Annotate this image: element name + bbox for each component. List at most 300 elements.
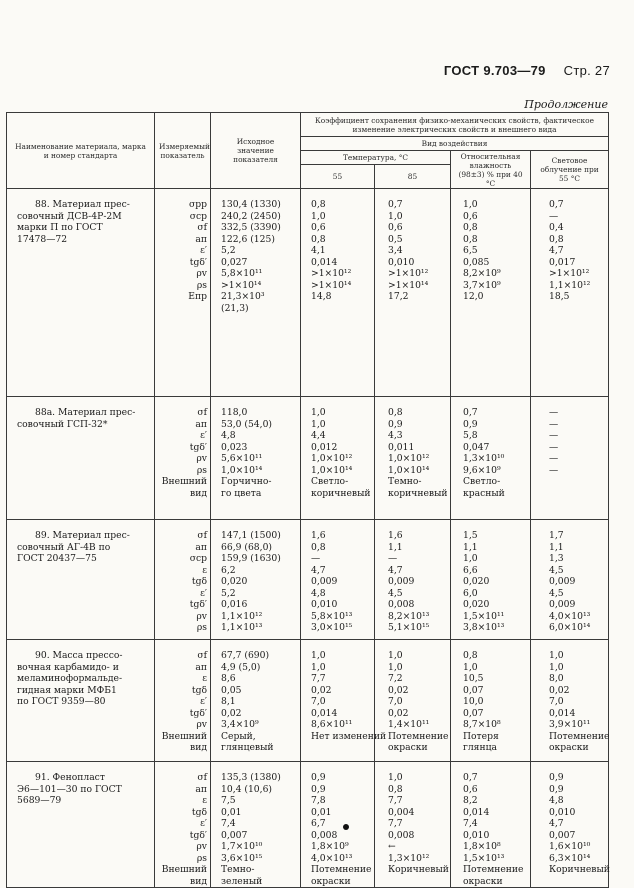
material-name-line: ГОСТ 20437—75 (17, 553, 97, 564)
material-name-line: совочный ДСВ-4Р-2М (17, 210, 122, 222)
value-line: 0,8 (463, 222, 478, 233)
value-line: 1,1×10¹³ (221, 622, 263, 633)
value-line: ρv (196, 610, 207, 622)
value-line: ε′ (200, 245, 207, 256)
table-row (7, 189, 609, 397)
value-line: 7,0 (311, 696, 326, 707)
value-line: 0,9 (311, 772, 326, 783)
value-line: 1,0×10¹⁴ (221, 464, 263, 476)
value-line: Внешний (161, 730, 207, 742)
value-line: 1,3 (549, 553, 564, 564)
page-header (444, 63, 610, 78)
value-line: 1,1×10¹² (221, 610, 263, 622)
value-line: tgδ′ (189, 599, 207, 610)
value-line: 7,4 (463, 818, 478, 829)
value-line: 0,017 (549, 256, 576, 268)
value-line: 1,0×10¹² (311, 453, 353, 464)
light-cell (531, 397, 609, 520)
value-line: ε′ (200, 587, 207, 599)
value-line: 4,7 (311, 564, 326, 576)
value-line: 0,8 (463, 650, 478, 661)
measured-cell (155, 762, 211, 888)
value-line: 6,0×10¹⁴ (549, 622, 591, 633)
value-line: σрр (188, 199, 207, 210)
value-line: 0,085 (463, 256, 490, 268)
continuation-label: Продолжение (524, 98, 608, 111)
value-line: — (549, 407, 559, 418)
value-line: 6,7 (311, 818, 326, 829)
value-line: 8,0 (549, 673, 564, 684)
value-line: 1,4×10¹¹ (388, 719, 430, 730)
value-line: Потеря (463, 730, 499, 742)
value-line: 0,8 (463, 233, 478, 245)
t55-cell (301, 189, 375, 397)
value-line: Потемнение (311, 864, 372, 875)
material-name-line: 17478—72 (17, 233, 68, 245)
value-line: σf (197, 772, 207, 783)
value-line: σср (189, 210, 207, 222)
value-line: 122,6 (125) (221, 233, 275, 245)
value-line: ε′ (200, 696, 207, 707)
material-name-line: совочный АГ-4В по (17, 541, 111, 553)
value-line: 5,8 (463, 430, 478, 441)
value-line: 0,020 (463, 599, 490, 610)
value-line: 66,9 (68,0) (221, 541, 273, 553)
value-line: 1,7×10¹⁰ (221, 841, 263, 852)
col-light-header: Световое облучение при 55 °С (531, 151, 609, 189)
value-line: 4,0×10¹³ (549, 610, 591, 622)
value-line: 21,3×10³ (221, 291, 265, 302)
value-line: 7,0 (549, 696, 564, 707)
material-name-line: 88а. Материал прес- (35, 407, 136, 418)
col-material-header: Наименование материала, марка и номер стандарта (7, 113, 155, 189)
value-line: 6,6 (463, 564, 478, 576)
value-line: 7,4 (221, 818, 236, 829)
value-line (155, 303, 207, 315)
value-line: Коричневый (549, 864, 610, 875)
value-line: — (311, 553, 321, 564)
value-line: 1,3×10¹² (388, 852, 430, 864)
value-line: 0,009 (388, 576, 415, 587)
value-line: 118,0 (221, 407, 248, 418)
value-line: 0,6 (463, 783, 478, 795)
value-line: ε′ (200, 818, 207, 829)
value-line: 1,0 (311, 407, 326, 418)
material-cell (7, 520, 155, 640)
value-line: 0,05 (221, 684, 242, 696)
value-line: 7,2 (388, 673, 403, 684)
measured-cell (155, 397, 211, 520)
value-line: 0,7 (463, 407, 478, 418)
value-line: 1,0×10¹⁴ (311, 464, 353, 476)
value-line: 1,0×10¹⁴ (388, 464, 430, 476)
value-line: 0,014 (549, 707, 576, 719)
value-line: 1,1 (549, 541, 564, 553)
value-line: Внешний (161, 864, 207, 875)
col-coefficient-header: Коэффициент сохранения физико-механических свойств, фактическое изменение электрических свойств и внешнего вида (301, 113, 609, 137)
value-line: ρs (196, 622, 207, 633)
value-line: 0,8 (388, 783, 403, 795)
value-line: 0,6 (311, 222, 326, 233)
value-line: 1,0 (463, 199, 478, 210)
value-line: красный (463, 487, 505, 499)
value-line: 4,7 (549, 818, 564, 829)
value-line: 8,1 (221, 696, 236, 707)
value-line: 0,6 (388, 222, 403, 233)
value-line (311, 742, 374, 754)
col-t55-header: 55 (301, 165, 375, 189)
value-line: 8,7×10⁸ (463, 719, 501, 730)
value-line: 0,020 (463, 576, 490, 587)
value-line: 8,2×10¹³ (388, 610, 430, 622)
value-line: окраски (388, 742, 428, 753)
value-line: 1,8×10⁹ (311, 841, 349, 852)
value-line: ε′ (200, 430, 207, 441)
table-row (7, 640, 609, 762)
value-line: ρs (196, 279, 207, 291)
value-line: 0,008 (388, 829, 415, 841)
material-name-line: Э6—101—30 по ГОСТ (17, 783, 122, 795)
value-line: коричневый (388, 487, 448, 499)
value-line: 4,8 (311, 587, 326, 599)
value-line (388, 303, 450, 315)
value-line: 0,6 (463, 210, 478, 222)
value-line: 8,6×10¹¹ (311, 719, 353, 730)
value-line (311, 303, 374, 315)
value-line: 4,7 (549, 245, 564, 256)
value-line: 3,0×10¹⁵ (311, 622, 353, 633)
value-line: 0,008 (388, 599, 415, 610)
value-line: ρv (196, 268, 207, 279)
value-line: 0,02 (549, 684, 570, 696)
value-line: 0,010 (388, 256, 415, 268)
value-line: 1,1 (388, 541, 403, 553)
value-line (388, 876, 450, 888)
value-line: 0,07 (463, 684, 484, 696)
col-exposure-header: Вид воздействия (301, 137, 609, 151)
value-line: — (549, 430, 559, 441)
value-line: >1×10¹² (311, 268, 352, 279)
value-line: 7,5 (221, 795, 236, 806)
value-line: 0,010 (549, 806, 576, 818)
value-line: Внешний (161, 476, 207, 487)
t85-cell (375, 762, 451, 888)
value-line: глянца (463, 742, 497, 753)
value-line: 5,1×10¹⁵ (388, 622, 430, 633)
humidity-cell (451, 397, 531, 520)
value-line: 4,9 (5,0) (221, 661, 261, 673)
value-line: 9,6×10⁹ (463, 464, 501, 476)
value-line: 4,3 (388, 430, 403, 441)
value-line: 0,5 (388, 233, 403, 245)
value-line: 147,1 (1500) (221, 530, 281, 541)
material-name-line: марки П по ГОСТ (17, 222, 103, 233)
initial-cell (211, 640, 301, 762)
value-line: 1,0 (388, 772, 403, 783)
col-temperature-header: Температура, °С (301, 151, 451, 165)
humidity-cell (451, 640, 531, 762)
value-line: 0,9 (311, 783, 326, 795)
col-t85-header: 85 (375, 165, 451, 189)
value-line: 10,0 (463, 696, 484, 707)
value-line: tgδ′ (189, 441, 207, 453)
value-line: 5,8×10¹³ (311, 610, 353, 622)
value-line: σf (197, 222, 207, 233)
initial-cell (211, 189, 301, 397)
value-line: 1,0 (549, 650, 564, 661)
value-line: tgδ (191, 806, 207, 818)
value-line: 135,3 (1380) (221, 772, 281, 783)
value-line (463, 303, 530, 315)
value-line: 3,4×10⁹ (221, 719, 259, 730)
value-line: окраски (463, 875, 503, 887)
value-line: 5,6×10¹¹ (221, 453, 263, 464)
value-line: ← (388, 841, 396, 852)
value-line: 18,5 (549, 291, 570, 302)
value-line: 0,7 (388, 199, 403, 210)
value-line: 0,007 (549, 829, 576, 841)
value-line: 1,0 (311, 650, 326, 661)
value-line: Нет изменений (311, 730, 387, 742)
value-line: ρv (196, 719, 207, 730)
value-line: >1×10¹² (549, 268, 590, 279)
humidity-cell (451, 520, 531, 640)
value-line: окраски (549, 742, 589, 753)
value-line: 17,2 (388, 291, 409, 302)
value-line: Коричневый (388, 864, 449, 875)
value-line: 0,07 (463, 707, 484, 719)
table-row (7, 762, 609, 888)
t55-cell (301, 640, 387, 762)
value-line: 0,007 (221, 829, 248, 841)
value-line: ε (202, 564, 207, 576)
value-line: σf (197, 650, 207, 661)
value-line: 7,7 (311, 673, 326, 684)
light-cell (531, 640, 609, 762)
value-line: 1,7 (549, 530, 564, 541)
value-line: σср (189, 553, 207, 564)
value-line: 8,6 (221, 673, 236, 684)
value-line: 3,8×10¹³ (463, 622, 505, 633)
value-line: 1,5 (463, 530, 478, 541)
value-line: — (549, 418, 559, 430)
value-line: 7,0 (388, 696, 403, 707)
value-line: 0,009 (311, 576, 338, 587)
value-line: 0,8 (549, 233, 564, 245)
value-line: >1×10¹⁴ (388, 279, 429, 291)
value-line: 0,9 (388, 418, 403, 430)
material-name-line: вочная карбамидо- и (17, 661, 119, 673)
value-line (549, 303, 608, 315)
value-line: 1,3×10¹⁰ (463, 453, 505, 464)
value-line: 1,1 (463, 541, 478, 553)
table-body (7, 189, 609, 888)
value-line: 5,8×10¹¹ (221, 268, 263, 279)
value-line: 67,7 (690) (221, 650, 270, 661)
value-line: 4,5 (388, 587, 403, 599)
value-line: 1,5×10¹¹ (463, 610, 505, 622)
value-line: 159,9 (1630) (221, 553, 281, 564)
measured-cell (155, 189, 211, 397)
value-line: 10,5 (463, 673, 484, 684)
t85-cell (375, 520, 451, 640)
value-line: Eпр (188, 291, 207, 302)
value-line: 1,0 (463, 553, 478, 564)
value-line: 6,5 (463, 245, 478, 256)
value-line: Темно- (221, 864, 255, 875)
value-line: 130,4 (1330) (221, 199, 281, 210)
value-line: tgδ′ (189, 829, 207, 841)
value-line: — (549, 441, 559, 453)
value-line: aп (195, 541, 207, 553)
value-line: 4,0×10¹³ (311, 852, 353, 864)
value-line: >1×10¹² (388, 268, 429, 279)
value-line: 1,6 (388, 530, 403, 541)
value-line: 4,5 (549, 564, 564, 576)
table-row (7, 520, 609, 640)
value-line: 332,5 (3390) (221, 222, 281, 233)
value-line: tgδ (191, 576, 207, 587)
humidity-cell (451, 762, 531, 888)
value-line: — (549, 464, 559, 476)
value-line: ε (202, 673, 207, 684)
t85-cell (375, 640, 451, 762)
value-line: Темно- (388, 476, 422, 487)
value-line: 3,7×10⁹ (463, 279, 501, 291)
value-line: 0,010 (311, 599, 338, 610)
value-line: 240,2 (2450) (221, 210, 281, 222)
value-line: 0,009 (549, 576, 576, 587)
value-line: 3,6×10¹⁵ (221, 852, 263, 864)
material-name-line: совочный ГСП-32* (17, 418, 108, 430)
t55-cell (301, 520, 375, 640)
material-name-line: по ГОСТ 9359—80 (17, 696, 106, 707)
value-line: зеленый (221, 875, 263, 887)
initial-cell (211, 520, 301, 640)
material-name-line: меламиноформальде- (17, 673, 123, 684)
page-dot (343, 824, 349, 830)
value-line: ρs (196, 464, 207, 476)
value-line: 1,0 (388, 661, 403, 673)
value-line: 6,0 (463, 587, 478, 599)
material-name-line: 90. Масса прессо- (35, 650, 123, 661)
value-line: 12,0 (463, 291, 484, 302)
value-line: ρv (196, 841, 207, 852)
value-line: >1×10¹⁴ (311, 279, 352, 291)
value-line: 8,2 (463, 795, 478, 806)
value-line: σf (197, 530, 207, 541)
value-line: 0,02 (221, 707, 242, 719)
standard-number: ГОСТ 9.703—79 (443, 63, 546, 78)
table-row (7, 397, 609, 520)
value-line: aп (195, 661, 207, 673)
value-line: 0,009 (549, 599, 576, 610)
value-line: Светло- (311, 476, 349, 487)
value-line: 0,02 (388, 707, 409, 719)
measured-cell (155, 520, 211, 640)
value-line: 0,023 (221, 441, 248, 453)
value-line: ρv (196, 453, 207, 464)
value-line: 0,9 (549, 772, 564, 783)
value-line: 1,8×10⁸ (463, 841, 501, 852)
material-cell (7, 762, 155, 888)
material-cell (7, 640, 155, 762)
value-line: 0,016 (221, 599, 248, 610)
value-line: 6,3×10¹⁴ (549, 852, 591, 864)
value-line: 0,7 (463, 772, 478, 783)
value-line: 0,8 (388, 407, 403, 418)
value-line: Светло- (463, 476, 501, 487)
value-line: 7,7 (388, 818, 403, 829)
value-line: 6,2 (221, 564, 236, 576)
value-line: Потемнение (463, 864, 524, 875)
value-line: 0,011 (388, 441, 415, 453)
value-line: 1,0 (311, 210, 326, 222)
value-line: 1,1×10¹² (549, 279, 591, 291)
value-line: 0,8 (311, 541, 326, 553)
value-line: 0,014 (463, 806, 490, 818)
value-line: tgδ (191, 684, 207, 696)
value-line: 4,5 (549, 587, 564, 599)
value-line: 0,02 (388, 684, 409, 696)
value-line: aп (195, 418, 207, 430)
material-cell (7, 189, 155, 397)
value-line: Потемнение (388, 730, 449, 742)
t85-cell (375, 397, 451, 520)
initial-cell (211, 397, 301, 520)
value-line: ε (202, 795, 207, 806)
value-line: 1,0×10¹² (388, 453, 430, 464)
value-line: 7,7 (388, 795, 403, 806)
value-line: 0,027 (221, 256, 248, 268)
value-line: Серый, (221, 730, 256, 742)
value-line: 1,0 (388, 650, 403, 661)
value-line: 1,0 (311, 661, 326, 673)
value-line: aп (195, 233, 207, 245)
value-line: 14,8 (311, 291, 332, 302)
value-line: 0,008 (311, 829, 338, 841)
value-line: 0,7 (549, 199, 564, 210)
value-line: 4,4 (311, 430, 326, 441)
t85-cell (375, 189, 451, 397)
value-line: 5,2 (221, 245, 236, 256)
value-line: 8,2×10⁹ (463, 268, 501, 279)
value-line: Потемнение (549, 730, 610, 742)
value-line: 0,012 (311, 441, 338, 453)
light-cell (531, 762, 609, 888)
value-line: ρs (196, 852, 207, 864)
value-line: 0,004 (388, 806, 415, 818)
t55-cell (301, 397, 375, 520)
value-line: 0,8 (311, 199, 326, 210)
value-line: 0,010 (463, 829, 490, 841)
value-line: го цвета (221, 487, 262, 499)
col-measured-header: Измеряемый показатель (155, 113, 211, 189)
page-number: Стр. 27 (563, 63, 610, 78)
value-line: 4,8 (549, 795, 564, 806)
value-line: 3,4 (388, 245, 403, 256)
value-line: tgδ′ (189, 707, 207, 719)
material-cell (7, 397, 155, 520)
value-line: 0,020 (221, 576, 248, 587)
value-line: σf (197, 407, 207, 418)
value-line: Горчично- (221, 476, 272, 487)
value-line (549, 876, 608, 888)
value-line: 0,9 (549, 783, 564, 795)
material-name-line: 88. Материал прес- (35, 199, 130, 210)
properties-table (6, 112, 609, 888)
value-line: 7,8 (311, 795, 326, 806)
